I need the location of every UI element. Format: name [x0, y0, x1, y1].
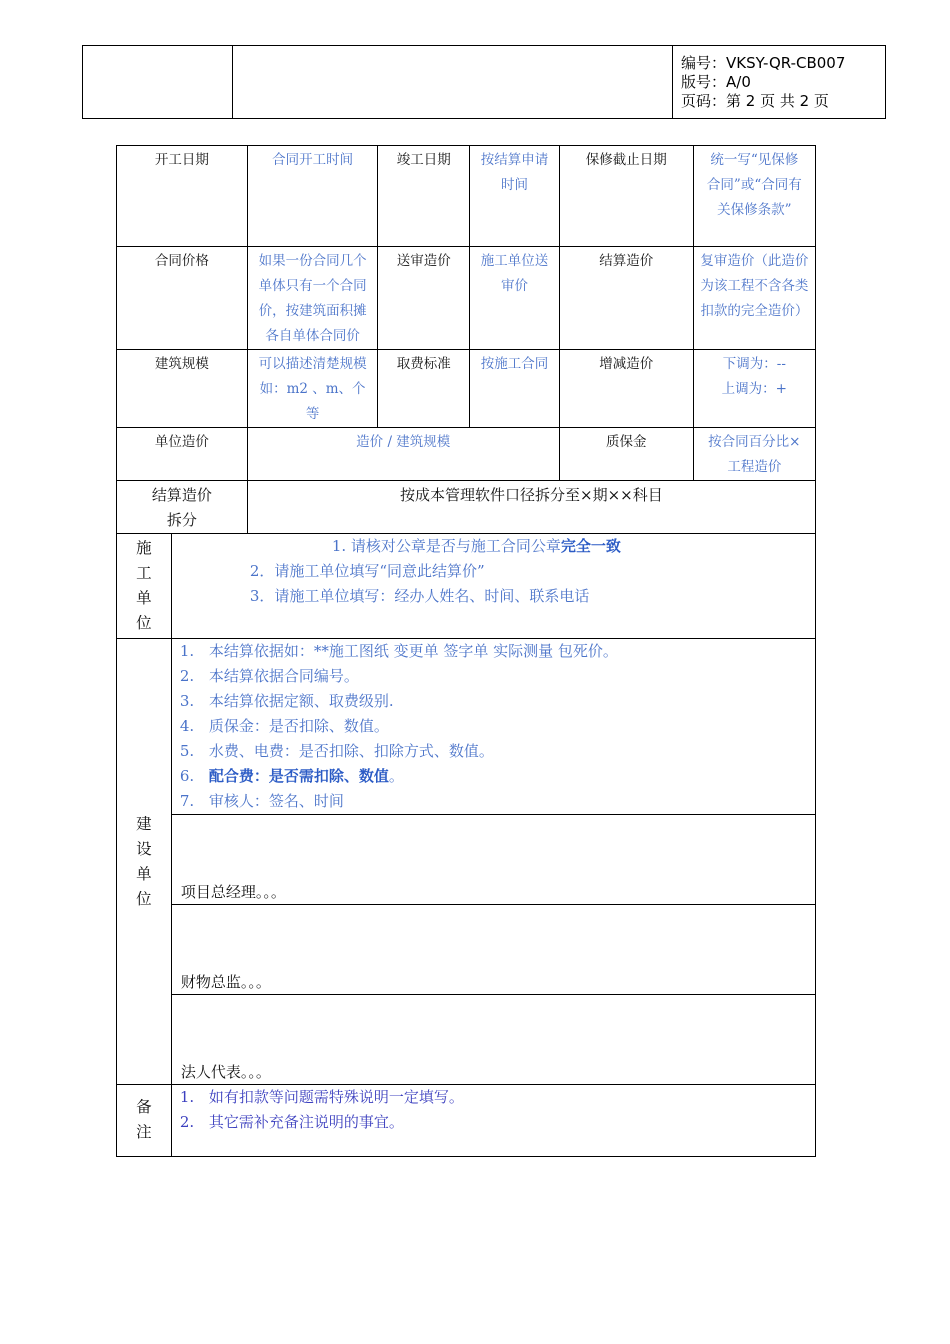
warranty-end-label: 保修截止日期 [559, 146, 693, 247]
unit-price-value[interactable]: 造价 / 建筑规模 [247, 428, 559, 481]
remarks-label: 备注 [117, 1085, 172, 1157]
finish-date-value[interactable]: 按结算申请时间 [470, 146, 560, 247]
settle-price-label: 结算造价 [559, 247, 693, 350]
start-date-value[interactable]: 合同开工时间 [247, 146, 378, 247]
sign-finance-label: 财物总监。。。 [180, 973, 271, 991]
adjust-price-value[interactable] [693, 350, 815, 428]
warranty-end-value[interactable]: 统一写“见保修合同”或“合同有关保修条款” [693, 146, 815, 247]
owner-item-3: 3. 本结算依据定额、取费级别. [179, 692, 394, 710]
header-divider [672, 46, 673, 118]
split-value[interactable]: 按成本管理软件口径拆分至×期××科目 [247, 481, 815, 534]
row-sign-gm [117, 815, 816, 905]
row-remarks [117, 1085, 816, 1157]
header-meta [681, 54, 845, 111]
sign-legal-label: 法人代表。。。 [180, 1063, 271, 1081]
row-dates [117, 146, 816, 247]
sign-finance-cell[interactable] [171, 905, 815, 995]
doc-code: 编号：VKSY-QR-CB007 [681, 54, 846, 72]
contractor-instructions[interactable] [171, 534, 815, 639]
document-header [82, 45, 886, 119]
sign-gm-label: 项目总经理。。。 [180, 883, 286, 901]
submit-price-value[interactable]: 施工单位送审价 [470, 247, 560, 350]
owner-item-4: 4. 质保金：是否扣除、数值。 [179, 717, 389, 735]
row-prices [117, 247, 816, 350]
owner-basis-list[interactable] [171, 639, 815, 815]
contractor-item-1: 1. 请核对公章是否与施工合同公章完全一致 [331, 537, 621, 555]
retention-label: 质保金 [559, 428, 693, 481]
row-contractor [117, 534, 816, 639]
owner-item-2: 2. 本结算依据合同编号。 [179, 667, 359, 685]
row-sign-legal [117, 995, 816, 1085]
doc-version: 版号：A/0 [681, 73, 751, 91]
owner-item-1: 1. 本结算依据如：**施工图纸 变更单 签字单 实际测量 包死价。 [179, 642, 618, 660]
split-label: 结算造价拆分 [117, 481, 248, 534]
adjust-up: 上调为：+ [721, 381, 787, 397]
row-unit-price [117, 428, 816, 481]
start-date-label: 开工日期 [117, 146, 248, 247]
header-logo-cell [83, 46, 233, 118]
contract-price-label: 合同价格 [117, 247, 248, 350]
scale-value[interactable]: 可以描述清楚规模如：m2 、m、个等 [247, 350, 378, 428]
contract-price-value[interactable]: 如果一份合同几个单体只有一个合同价，按建筑面积摊各自单体合同价 [247, 247, 378, 350]
settle-price-value[interactable]: 复审造价（此造价为该工程不含各类扣款的完全造价） [693, 247, 815, 350]
row-owner-basis [117, 639, 816, 815]
emphasis-text: 完全一致 [560, 537, 621, 555]
fee-standard-value[interactable]: 按施工合同 [470, 350, 560, 428]
row-split [117, 481, 816, 534]
contractor-item-2: 2．请施工单位填写“同意此结算价” [249, 562, 485, 580]
remarks-list[interactable] [171, 1085, 815, 1157]
adjust-down: 下调为：-- [722, 356, 786, 372]
scale-label: 建筑规模 [117, 350, 248, 428]
remark-item-2: 2. 其它需补充备注说明的事宜。 [179, 1113, 404, 1131]
doc-page: 页码：第 2 页 共 2 页 [681, 92, 829, 110]
sign-legal-cell[interactable] [171, 995, 815, 1085]
owner-item-7: 7. 审核人：签名、时间 [179, 792, 344, 810]
fee-standard-label: 取费标准 [378, 350, 470, 428]
sign-gm-cell[interactable] [171, 815, 815, 905]
adjust-price-label: 增减造价 [559, 350, 693, 428]
owner-label: 建设单位 [117, 639, 172, 1085]
contractor-label: 施工单位 [117, 534, 172, 639]
retention-value[interactable]: 按合同百分比×工程造价 [693, 428, 815, 481]
submit-price-label: 送审造价 [378, 247, 470, 350]
row-sign-finance [117, 905, 816, 995]
settlement-form-table [116, 145, 816, 1157]
owner-item-5: 5. 水费、电费：是否扣除、扣除方式、数值。 [179, 742, 494, 760]
finish-date-label: 竣工日期 [378, 146, 470, 247]
contractor-item-3: 3．请施工单位填写：经办人姓名、时间、联系电话 [249, 587, 590, 605]
row-scale [117, 350, 816, 428]
owner-item-6: 6. 配合费：是否需扣除、数值。 [179, 767, 404, 785]
remark-item-1: 1. 如有扣款等问题需特殊说明一定填写。 [179, 1088, 464, 1106]
unit-price-label: 单位造价 [117, 428, 248, 481]
